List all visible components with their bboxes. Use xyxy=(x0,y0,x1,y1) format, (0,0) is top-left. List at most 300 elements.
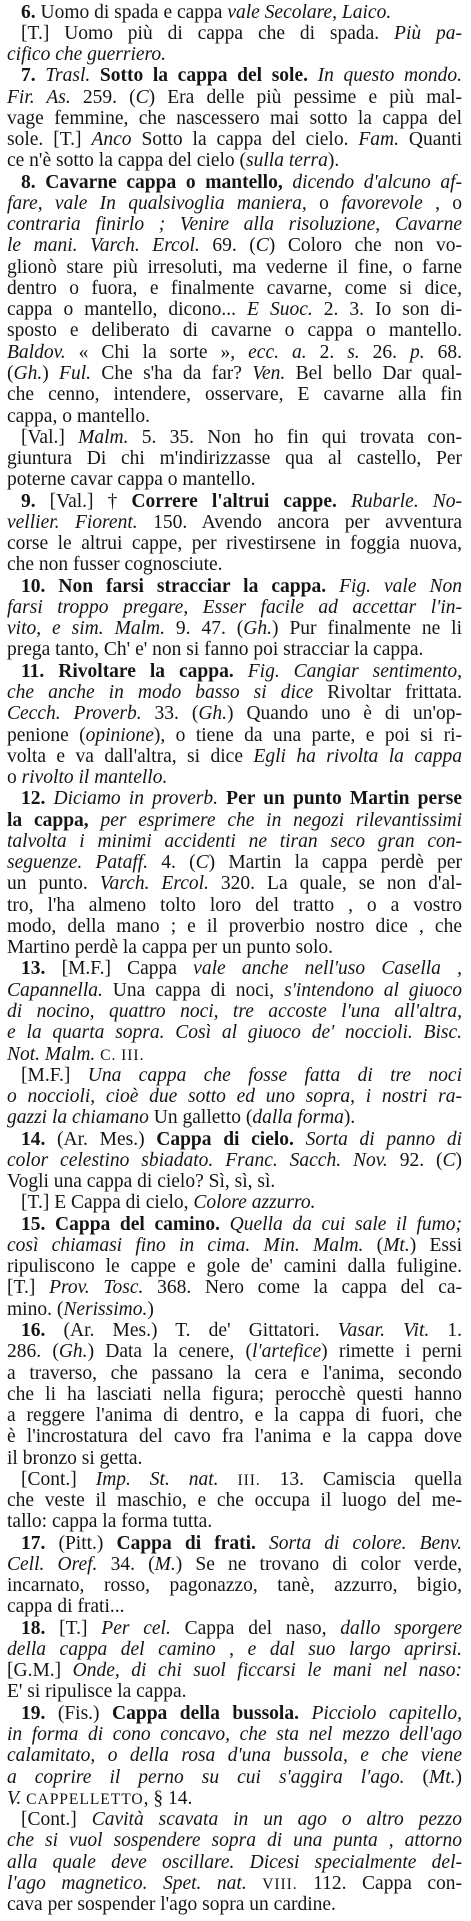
text-line xyxy=(7,44,462,65)
italic-text: in forma di cono concavo, che sta nel mezzo dell'ago xyxy=(7,1724,462,1746)
roman-text: 92. ( xyxy=(387,1149,443,1171)
text-line-content xyxy=(21,1469,462,1491)
roman-text: cappa, o mantello. xyxy=(7,405,150,427)
roman-text: Martino perdè la cappa per un punto solo. xyxy=(7,937,333,959)
roman-text: cappa di frati... xyxy=(7,1596,125,1618)
italic-text: di nocino, quattro noci, tre accoste l'una all'altra, xyxy=(7,1000,462,1022)
text-line xyxy=(7,448,462,469)
text-line xyxy=(7,1448,462,1469)
dictionary-paragraph xyxy=(7,1703,462,1809)
roman-text: Bel bello Dar qual- xyxy=(285,363,462,385)
roman-text: [T.] Uomo più di cappa che di spada. xyxy=(21,22,395,44)
text-line-content xyxy=(7,725,462,746)
text-line xyxy=(7,852,462,873)
text-line xyxy=(7,1107,462,1128)
text-line xyxy=(7,1852,462,1873)
text-line xyxy=(7,278,462,299)
text-line xyxy=(7,895,462,916)
text-line xyxy=(7,1873,462,1894)
bold-text: Cappa di frati. xyxy=(116,1532,256,1554)
text-line xyxy=(7,1171,462,1192)
roman-text: 9. 47. ( xyxy=(164,618,244,640)
roman-text xyxy=(219,1469,238,1490)
text-line-content xyxy=(7,1384,462,1405)
roman-text: 286. ( xyxy=(7,1341,59,1363)
roman-text: ) Coloro che non vo- xyxy=(268,235,462,257)
text-line-content xyxy=(7,703,462,724)
italic-text: l'ago magnetico. Spet. nat. xyxy=(7,1872,247,1894)
roman-text: che cenno, intendere, osservare, E cavarne alla fin xyxy=(7,384,462,406)
roman-text xyxy=(45,788,53,809)
text-line-content xyxy=(7,1575,462,1596)
text-line xyxy=(7,1469,462,1490)
roman-text: 2. xyxy=(306,341,348,363)
roman-text: [T.] xyxy=(7,1277,50,1299)
roman-text: Vogli una cappa di cielo? Sì, sì, sì. xyxy=(7,1171,276,1193)
text-line xyxy=(7,661,462,682)
text-line-content xyxy=(7,512,462,533)
italic-text: vale Secolare, Laico. xyxy=(227,1,392,23)
roman-text: 13. Camiscia quella xyxy=(260,1468,462,1490)
text-line xyxy=(7,406,462,427)
roman-text: Una cappa di noci, xyxy=(102,979,285,1001)
roman-text: prega tanto, Ch' e' non si fanno poi stracciar la cappa. xyxy=(7,639,424,661)
italic-text: C xyxy=(135,86,149,108)
text-line-content xyxy=(7,852,462,873)
roman-text xyxy=(218,788,226,809)
roman-text: 26. xyxy=(359,341,411,363)
text-line-content xyxy=(21,2,391,23)
roman-text: o xyxy=(7,767,22,789)
text-line-content xyxy=(7,342,462,363)
roman-text xyxy=(299,1703,311,1724)
text-line xyxy=(7,831,462,852)
text-line-content xyxy=(7,980,462,1001)
text-line xyxy=(7,533,462,554)
roman-text: 34. ( xyxy=(97,1553,155,1575)
text-line-content xyxy=(7,1277,462,1298)
italic-text: C xyxy=(255,235,269,257)
dictionary-paragraph xyxy=(7,1533,462,1618)
italic-text: Nerissimo. xyxy=(63,1298,148,1320)
text-line-content xyxy=(7,873,462,894)
text-line-content xyxy=(7,1660,462,1681)
roman-text: ) xyxy=(147,1298,154,1320)
text-line xyxy=(7,746,462,767)
italic-text: Gh. xyxy=(198,703,228,725)
text-line xyxy=(7,469,462,490)
text-line-content xyxy=(7,1022,462,1043)
text-line xyxy=(7,87,462,108)
roman-text: ) Martin la cappa perdè per xyxy=(208,852,462,874)
text-line xyxy=(7,1724,462,1745)
italic-text: talvolta i minimi accidenti ne tiran seco gran con- xyxy=(7,830,462,852)
italic-text: opinione xyxy=(85,724,154,746)
text-line xyxy=(7,1001,462,1022)
roman-text: cappa o mantello, dicono... xyxy=(7,299,248,321)
text-line-content xyxy=(7,1490,462,1511)
italic-text: Rubarle. No- xyxy=(351,490,462,512)
italic-text: dicendo d'alcuno af- xyxy=(292,171,462,193)
text-line-content xyxy=(7,554,223,575)
italic-text: s. xyxy=(347,341,360,363)
italic-text: Gh. xyxy=(13,363,43,385)
text-line xyxy=(7,1596,462,1617)
italic-text: sulla terra xyxy=(246,150,328,172)
italic-text: e dal suo largo aprirsi. xyxy=(247,1638,463,1660)
roman-text: 320. La quale, se non d'al- xyxy=(208,873,463,895)
italic-text: fare, vale In qualsivoglia maniera, xyxy=(7,192,307,214)
text-line xyxy=(7,916,462,937)
text-line xyxy=(7,129,462,150)
text-line xyxy=(7,1426,462,1447)
roman-text: glionò stare più irresoluti, ma vederne il fine, o farne xyxy=(7,256,462,278)
text-line-content xyxy=(7,129,462,150)
italic-text: per esprimere che in negozi rilevantissimi xyxy=(100,809,463,831)
italic-text: le mani. Varch. Ercol. xyxy=(7,235,200,257)
italic-text: Anco xyxy=(91,129,132,151)
text-line-content xyxy=(7,1107,355,1128)
roman-text: 5. 35. Non ho fin qui trovata con- xyxy=(128,426,463,448)
bold-text: Cappa di cielo. xyxy=(156,1128,294,1150)
text-line-content xyxy=(7,767,167,788)
text-line xyxy=(7,618,462,639)
text-line xyxy=(7,703,462,724)
italic-text: ecc. a. xyxy=(248,341,307,363)
text-line-content xyxy=(7,1171,275,1192)
italic-text: Fam. xyxy=(358,129,399,151)
text-line-content xyxy=(7,916,462,937)
text-line xyxy=(7,257,462,278)
text-line xyxy=(7,1022,462,1043)
text-line-content xyxy=(21,65,462,86)
roman-text: [M.F.] Cappa xyxy=(45,958,194,980)
roman-text: 4. ( xyxy=(148,852,196,874)
dictionary-paragraph xyxy=(7,491,462,576)
roman-text: o xyxy=(306,192,342,214)
text-line-content xyxy=(7,810,462,831)
roman-text xyxy=(247,1873,263,1894)
bold-text: Sotto la cappa del sole. xyxy=(99,65,308,87)
text-line-content xyxy=(7,1341,462,1362)
dictionary-paragraph xyxy=(7,576,462,661)
text-line-content xyxy=(7,1405,462,1426)
italic-text: Egli ha rivolta la cappa xyxy=(253,745,462,767)
text-line xyxy=(7,235,462,256)
roman-text: Rivoltar frittata. xyxy=(313,682,462,703)
small-caps-text: III. xyxy=(237,1471,261,1489)
text-line-content xyxy=(7,406,150,427)
italic-text: color celestino sbiadato. Franc. Sacch. Nov. xyxy=(7,1149,388,1171)
dictionary-paragraph xyxy=(7,2,462,23)
roman-text: modo, della mano ; e il proverbio nostro dice , che xyxy=(7,915,462,937)
roman-text: dentro o fuora, e finalmente cavarne, come si dice, xyxy=(7,277,462,299)
text-line xyxy=(7,320,462,341)
text-line xyxy=(7,427,462,448)
roman-text: [Val.] xyxy=(21,426,79,448)
text-line-content xyxy=(21,1618,462,1639)
text-line-content xyxy=(7,1426,462,1447)
text-line-content xyxy=(7,150,339,171)
roman-text: ) Era delle più pessime e più mal- xyxy=(148,86,462,108)
roman-text: sposto e deliberato di cavarne o cappa o mantello. xyxy=(7,320,462,342)
roman-text: Sotto la cappa del cielo. xyxy=(131,129,359,151)
dictionary-paragraph xyxy=(7,1618,462,1703)
text-line-content xyxy=(7,1235,462,1256)
text-line xyxy=(7,1384,462,1405)
text-line-content xyxy=(7,597,462,618)
text-line xyxy=(7,1277,462,1298)
text-line-content xyxy=(7,618,462,639)
italic-text: Sorta di panno di xyxy=(305,1128,462,1150)
dictionary-paragraph xyxy=(7,788,462,958)
text-line-content xyxy=(21,661,462,682)
italic-text: Una cappa che fosse fatta di tre noci xyxy=(87,1064,463,1086)
text-line-content xyxy=(7,682,462,703)
italic-text: vale anche nell'uso Casella , xyxy=(193,958,462,980)
text-line-content xyxy=(21,1703,462,1724)
text-line-content xyxy=(7,320,462,341)
text-line xyxy=(7,639,462,660)
italic-text: Varch. Ercol. xyxy=(99,873,209,895)
bold-text: 13. xyxy=(21,958,46,980)
text-line-content xyxy=(21,1320,462,1341)
roman-text: Un galletto ( xyxy=(148,1107,253,1129)
text-line xyxy=(7,1341,462,1362)
italic-text: Mt. xyxy=(428,1766,456,1788)
text-line-content xyxy=(7,87,462,108)
dictionary-paragraph xyxy=(7,65,462,171)
italic-text: Onde, di chi suol ficcarsi le mani nel naso: xyxy=(72,1660,462,1682)
italic-text: Capannella. xyxy=(7,979,103,1001)
text-line-content xyxy=(21,958,462,979)
text-line-content xyxy=(7,363,462,384)
text-line xyxy=(7,1639,462,1660)
small-caps-text: CAPPELLETTO xyxy=(26,1790,144,1808)
italic-text: contraria finirlo ; Venire alla risoluzione, Cavarne xyxy=(7,214,462,236)
dictionary-paragraph xyxy=(7,1320,462,1469)
bold-text: 7. xyxy=(21,65,36,87)
italic-text: della cappa del camino xyxy=(7,1638,216,1660)
roman-text: [T.] E Cappa di cielo, xyxy=(21,1192,194,1214)
italic-text: favorevole xyxy=(341,192,423,214)
text-line-content xyxy=(7,1894,336,1915)
text-line-content xyxy=(21,427,462,448)
italic-text: s'intendono al giuoco xyxy=(284,979,462,1001)
roman-text: 69. ( xyxy=(199,235,256,257)
text-line xyxy=(7,1533,462,1554)
roman-text: ( xyxy=(404,1766,429,1788)
text-line xyxy=(7,1554,462,1575)
roman-text: volta e va dall'altra, si dice xyxy=(7,745,254,767)
text-line-content xyxy=(21,23,462,44)
italic-text: Not. Malm. xyxy=(7,1043,96,1065)
roman-text: è l'incrostatura del cavo fra l'anima e la cappa dove xyxy=(7,1426,462,1448)
italic-text: dalla forma xyxy=(252,1107,344,1129)
roman-text: Cappa del naso, xyxy=(170,1617,341,1639)
roman-text: [Cont.] xyxy=(21,1809,92,1831)
roman-text xyxy=(294,1129,306,1150)
roman-text: tro, l'ha almeno tolto loro del tratto , o a vostro xyxy=(7,894,462,916)
text-line-content xyxy=(7,44,166,65)
italic-text: vellier. Fiorent. xyxy=(7,511,138,533)
text-line-content xyxy=(7,639,423,660)
dictionary-paragraph xyxy=(7,1065,462,1129)
text-line-content xyxy=(7,1724,462,1745)
text-line-content xyxy=(7,1745,462,1766)
italic-text: l'artefice xyxy=(252,1341,322,1363)
roman-text: Che s'ha da far? xyxy=(91,363,253,385)
roman-text: (Ar. Mes.) T. de' Gittatori. xyxy=(45,1319,338,1341)
text-line xyxy=(7,725,462,746)
bold-text: 11. Rivoltare la cappa. xyxy=(21,660,234,682)
text-line-content xyxy=(7,1086,462,1107)
text-line xyxy=(7,554,462,575)
roman-text: giuntura Di chi m'indirizzasse qua al castello, Per xyxy=(7,448,462,470)
text-line xyxy=(7,1618,462,1639)
italic-text: V. xyxy=(7,1787,22,1809)
bold-text: 9. xyxy=(21,490,36,512)
text-line xyxy=(7,1809,462,1830)
text-line xyxy=(7,1575,462,1596)
text-line-content xyxy=(7,831,462,852)
italic-text: o noccioli, cioè due sotto ed uno sopra, i nostri ra- xyxy=(7,1086,462,1108)
text-line xyxy=(7,1788,462,1809)
text-line xyxy=(7,1894,462,1915)
text-line-content xyxy=(7,1511,212,1532)
italic-text: Fig. vale Non xyxy=(339,575,462,597)
dictionary-paragraph xyxy=(7,427,462,491)
text-line-content xyxy=(7,1044,144,1066)
text-line-content xyxy=(7,384,462,405)
text-line xyxy=(7,1299,462,1320)
roman-text: il bronzo si getta. xyxy=(7,1447,143,1469)
text-line-content xyxy=(21,576,462,597)
italic-text: C xyxy=(442,1149,456,1171)
bold-text: 12. xyxy=(21,788,46,810)
italic-text: M. xyxy=(154,1553,176,1575)
bold-text: 18. xyxy=(21,1617,46,1639)
roman-text: ) Quando uno è di un'op- xyxy=(227,703,462,725)
italic-text: Gh. xyxy=(243,618,273,640)
roman-text: 1. xyxy=(429,1319,462,1341)
text-line xyxy=(7,1745,462,1766)
text-line xyxy=(7,1256,462,1277)
roman-text: ) Essi xyxy=(409,1234,463,1256)
text-line-content xyxy=(7,895,462,916)
italic-text: Picciolo capitello, xyxy=(311,1702,462,1724)
text-line-content xyxy=(7,299,462,320)
italic-text: Cecch. Proverb. xyxy=(7,703,142,725)
bold-text: Correre l'altrui cappe. xyxy=(131,490,337,512)
dictionary-paragraph xyxy=(7,1192,462,1213)
text-line-content xyxy=(7,448,462,469)
text-line-content xyxy=(7,746,462,767)
roman-text: (Fis.) xyxy=(45,1702,113,1724)
text-line-content xyxy=(21,491,462,512)
text-line-content xyxy=(7,469,256,490)
italic-text: Sorta di colore. Benv. xyxy=(268,1532,462,1554)
italic-text: calamitato, o della rosa d'una bussola, e che viene xyxy=(7,1745,462,1767)
italic-text: Cell. Oref. xyxy=(7,1553,98,1575)
text-line xyxy=(7,788,462,809)
roman-text: [Cont.] xyxy=(21,1468,96,1490)
bold-text: 16. xyxy=(21,1319,46,1341)
text-line-content xyxy=(7,1873,462,1895)
italic-text: Colore azzurro. xyxy=(193,1192,316,1214)
text-line xyxy=(7,1830,462,1851)
italic-text: Quella da cui sale il fumo; xyxy=(229,1213,463,1235)
roman-text xyxy=(234,661,248,682)
italic-text: farsi troppo pregare, Esser facile ad accettar l'in- xyxy=(7,596,462,618)
text-line-content xyxy=(7,1788,192,1810)
italic-text: Imp. St. nat. xyxy=(95,1468,219,1490)
italic-text: Gh. xyxy=(58,1341,88,1363)
roman-text: ). xyxy=(327,150,340,172)
small-caps-text: C. III. xyxy=(100,1046,145,1064)
italic-text: C xyxy=(195,852,209,874)
text-line xyxy=(7,65,462,86)
text-line xyxy=(7,1192,462,1213)
italic-text: dallo sporgere xyxy=(340,1617,462,1639)
roman-text: penione ( xyxy=(7,724,86,746)
bold-text: 14. xyxy=(21,1128,46,1150)
roman-text: ) xyxy=(455,1766,462,1788)
roman-text xyxy=(283,172,293,193)
text-line-content xyxy=(7,257,462,278)
dictionary-paragraph xyxy=(7,1214,462,1320)
roman-text: 33. ( xyxy=(141,703,199,725)
roman-text: Quanti xyxy=(399,129,462,151)
roman-text: tallo: cappa la forma tutta. xyxy=(7,1511,213,1533)
roman-text xyxy=(308,65,318,86)
small-caps-text: VIII. xyxy=(262,1875,298,1893)
roman-text: 150. Avendo ancora per avventura xyxy=(137,511,462,533)
roman-text: ). xyxy=(343,1107,356,1129)
italic-text: Malm. xyxy=(78,426,129,448)
text-line-content xyxy=(7,1448,142,1469)
text-line xyxy=(7,1703,462,1724)
text-line-content xyxy=(7,1554,462,1575)
text-line-content xyxy=(7,533,462,554)
roman-text: a reggere l'anima di dentro, e la cappa di fuori, che xyxy=(7,1405,462,1427)
roman-text: ) Se ne trovano di color verde, xyxy=(175,1553,462,1575)
roman-text: ) Data la cenere, ( xyxy=(87,1341,253,1363)
roman-text: a traverso, che passano la cera e l'anima, secondo xyxy=(7,1362,462,1384)
italic-text: Baldov. xyxy=(7,341,66,363)
roman-text: ) Pur finalmente ne li xyxy=(272,618,463,640)
text-line-content xyxy=(7,214,462,235)
italic-text: Fir. As. xyxy=(7,86,71,108)
text-line xyxy=(7,172,462,193)
roman-text: ripuliscono le cappe e gole de' camini dalla fuligine. xyxy=(7,1256,462,1278)
roman-text: , § 14. xyxy=(143,1787,193,1809)
italic-text: Per cel. xyxy=(101,1617,171,1639)
text-line xyxy=(7,873,462,894)
roman-text: ce n'è sotto la cappa del cielo ( xyxy=(7,150,247,172)
text-line-content xyxy=(7,1596,125,1617)
text-line xyxy=(7,937,462,958)
italic-text: Vasar. Vit. xyxy=(337,1319,430,1341)
text-line-content xyxy=(7,1256,462,1277)
text-line-content xyxy=(7,1681,187,1702)
text-line xyxy=(7,363,462,384)
italic-text: Diciamo in proverb. xyxy=(53,788,219,810)
dictionary-paragraph xyxy=(7,661,462,789)
roman-text xyxy=(256,1533,269,1554)
text-line-content xyxy=(21,1192,315,1213)
roman-text: ) rimette i perni xyxy=(321,1341,463,1363)
